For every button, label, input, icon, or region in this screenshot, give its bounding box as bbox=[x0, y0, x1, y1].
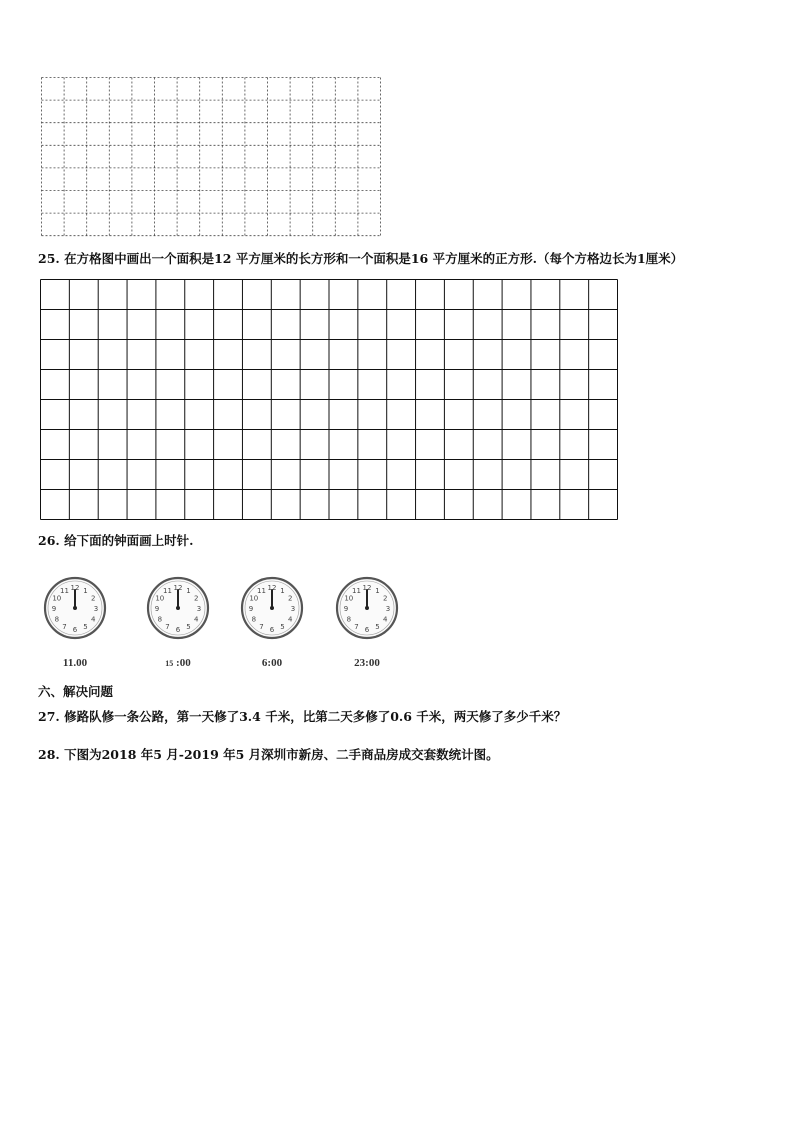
clock-number: 12 bbox=[267, 584, 277, 592]
clock-number: 4 bbox=[90, 615, 96, 624]
clock-number: 3 bbox=[196, 605, 202, 613]
question-27 bbox=[38, 707, 566, 725]
question-27-text: 修路队修一条公路，第一天修了3.4 千米，比第二天多修了0.6 千米，两天修了多少千米？ bbox=[64, 709, 567, 724]
clock-number: 5 bbox=[186, 623, 191, 632]
clock-face[interactable] bbox=[138, 572, 218, 652]
solid-grid bbox=[40, 279, 620, 522]
clock-number: 8 bbox=[54, 615, 60, 624]
clock-number: 7 bbox=[354, 623, 359, 632]
clock-number: 3 bbox=[385, 605, 391, 613]
clock-number: 2 bbox=[382, 594, 388, 603]
clock-number: 8 bbox=[346, 615, 352, 624]
clock-number: 2 bbox=[287, 594, 293, 603]
clock-3 bbox=[232, 572, 312, 672]
clock-number: 5 bbox=[280, 623, 285, 632]
clock-number: 6 bbox=[175, 626, 181, 634]
clock-number: 1 bbox=[375, 586, 380, 595]
clock-center bbox=[365, 606, 369, 610]
clock-center bbox=[270, 606, 274, 610]
question-25-text: 在方格图中画出一个面积是12 平方厘米的长方形和一个面积是16 平方厘米的正方形.（每个方格边长为1厘米） bbox=[64, 251, 684, 266]
clock-face[interactable] bbox=[35, 572, 115, 652]
clock-number: 9 bbox=[51, 605, 57, 613]
clock-number: 11 bbox=[163, 586, 172, 595]
clock-number: 10 bbox=[52, 594, 62, 603]
question-27-number: 27. bbox=[38, 709, 60, 724]
clock-number: 8 bbox=[157, 615, 163, 624]
clock-number: 4 bbox=[382, 615, 388, 624]
clock-number: 7 bbox=[62, 623, 67, 632]
clock-center bbox=[73, 606, 77, 610]
clock-number: 1 bbox=[280, 586, 285, 595]
clock-1 bbox=[35, 572, 115, 672]
clock-label-hour: 15 bbox=[165, 659, 174, 668]
clock-4 bbox=[327, 572, 407, 672]
question-28-text: 下图为2018 年5 月-2019 年5 月深圳市新房、二手商品房成交套数统计图。 bbox=[64, 747, 499, 762]
question-28 bbox=[38, 745, 499, 763]
clock-number: 4 bbox=[193, 615, 199, 624]
clock-number: 10 bbox=[249, 594, 259, 603]
clock-number: 8 bbox=[251, 615, 257, 624]
question-25 bbox=[38, 249, 683, 267]
clock-number: 7 bbox=[165, 623, 170, 632]
clock-label: 6:00 bbox=[261, 657, 283, 669]
clock-number: 3 bbox=[93, 605, 99, 613]
clock-number: 6 bbox=[364, 626, 370, 634]
clock-label: 11.00 bbox=[62, 657, 88, 669]
clock-number: 1 bbox=[186, 586, 191, 595]
clock-number: 5 bbox=[83, 623, 88, 632]
question-28-number: 28. bbox=[38, 747, 60, 762]
clock-number: 9 bbox=[154, 605, 160, 613]
clock-face[interactable] bbox=[327, 572, 407, 652]
clock-number: 12 bbox=[70, 584, 80, 592]
clock-number: 10 bbox=[155, 594, 165, 603]
clock-number: 11 bbox=[60, 586, 69, 595]
clock-2 bbox=[138, 572, 218, 672]
clock-number: 1 bbox=[83, 586, 88, 595]
clock-number: 2 bbox=[193, 594, 199, 603]
clock-number: 11 bbox=[352, 586, 361, 595]
clock-number: 9 bbox=[343, 605, 349, 613]
question-26-text: 给下面的钟面画上时针. bbox=[64, 533, 194, 548]
clock-number: 3 bbox=[290, 605, 296, 613]
clock-number: 2 bbox=[90, 594, 96, 603]
question-26-number: 26. bbox=[38, 533, 60, 548]
clock-number: 6 bbox=[72, 626, 78, 634]
clock-face[interactable] bbox=[232, 572, 312, 652]
clock-label-minutes: :00 bbox=[176, 657, 191, 669]
clock-number: 7 bbox=[259, 623, 264, 632]
clock-number: 4 bbox=[287, 615, 293, 624]
clock-number: 12 bbox=[362, 584, 372, 592]
clock-number: 5 bbox=[375, 623, 380, 632]
section-6-title: 六、解决问题 bbox=[38, 684, 114, 699]
clock-label: 23:00 bbox=[354, 657, 380, 669]
question-26 bbox=[38, 531, 193, 549]
clock-number: 12 bbox=[173, 584, 183, 592]
clock-number: 10 bbox=[344, 594, 354, 603]
clock-number: 11 bbox=[257, 586, 266, 595]
dotted-grid bbox=[41, 77, 382, 237]
clock-center bbox=[176, 606, 180, 610]
clock-label bbox=[138, 657, 218, 669]
question-25-number: 25. bbox=[38, 251, 60, 266]
clock-number: 6 bbox=[269, 626, 275, 634]
clock-number: 9 bbox=[248, 605, 254, 613]
